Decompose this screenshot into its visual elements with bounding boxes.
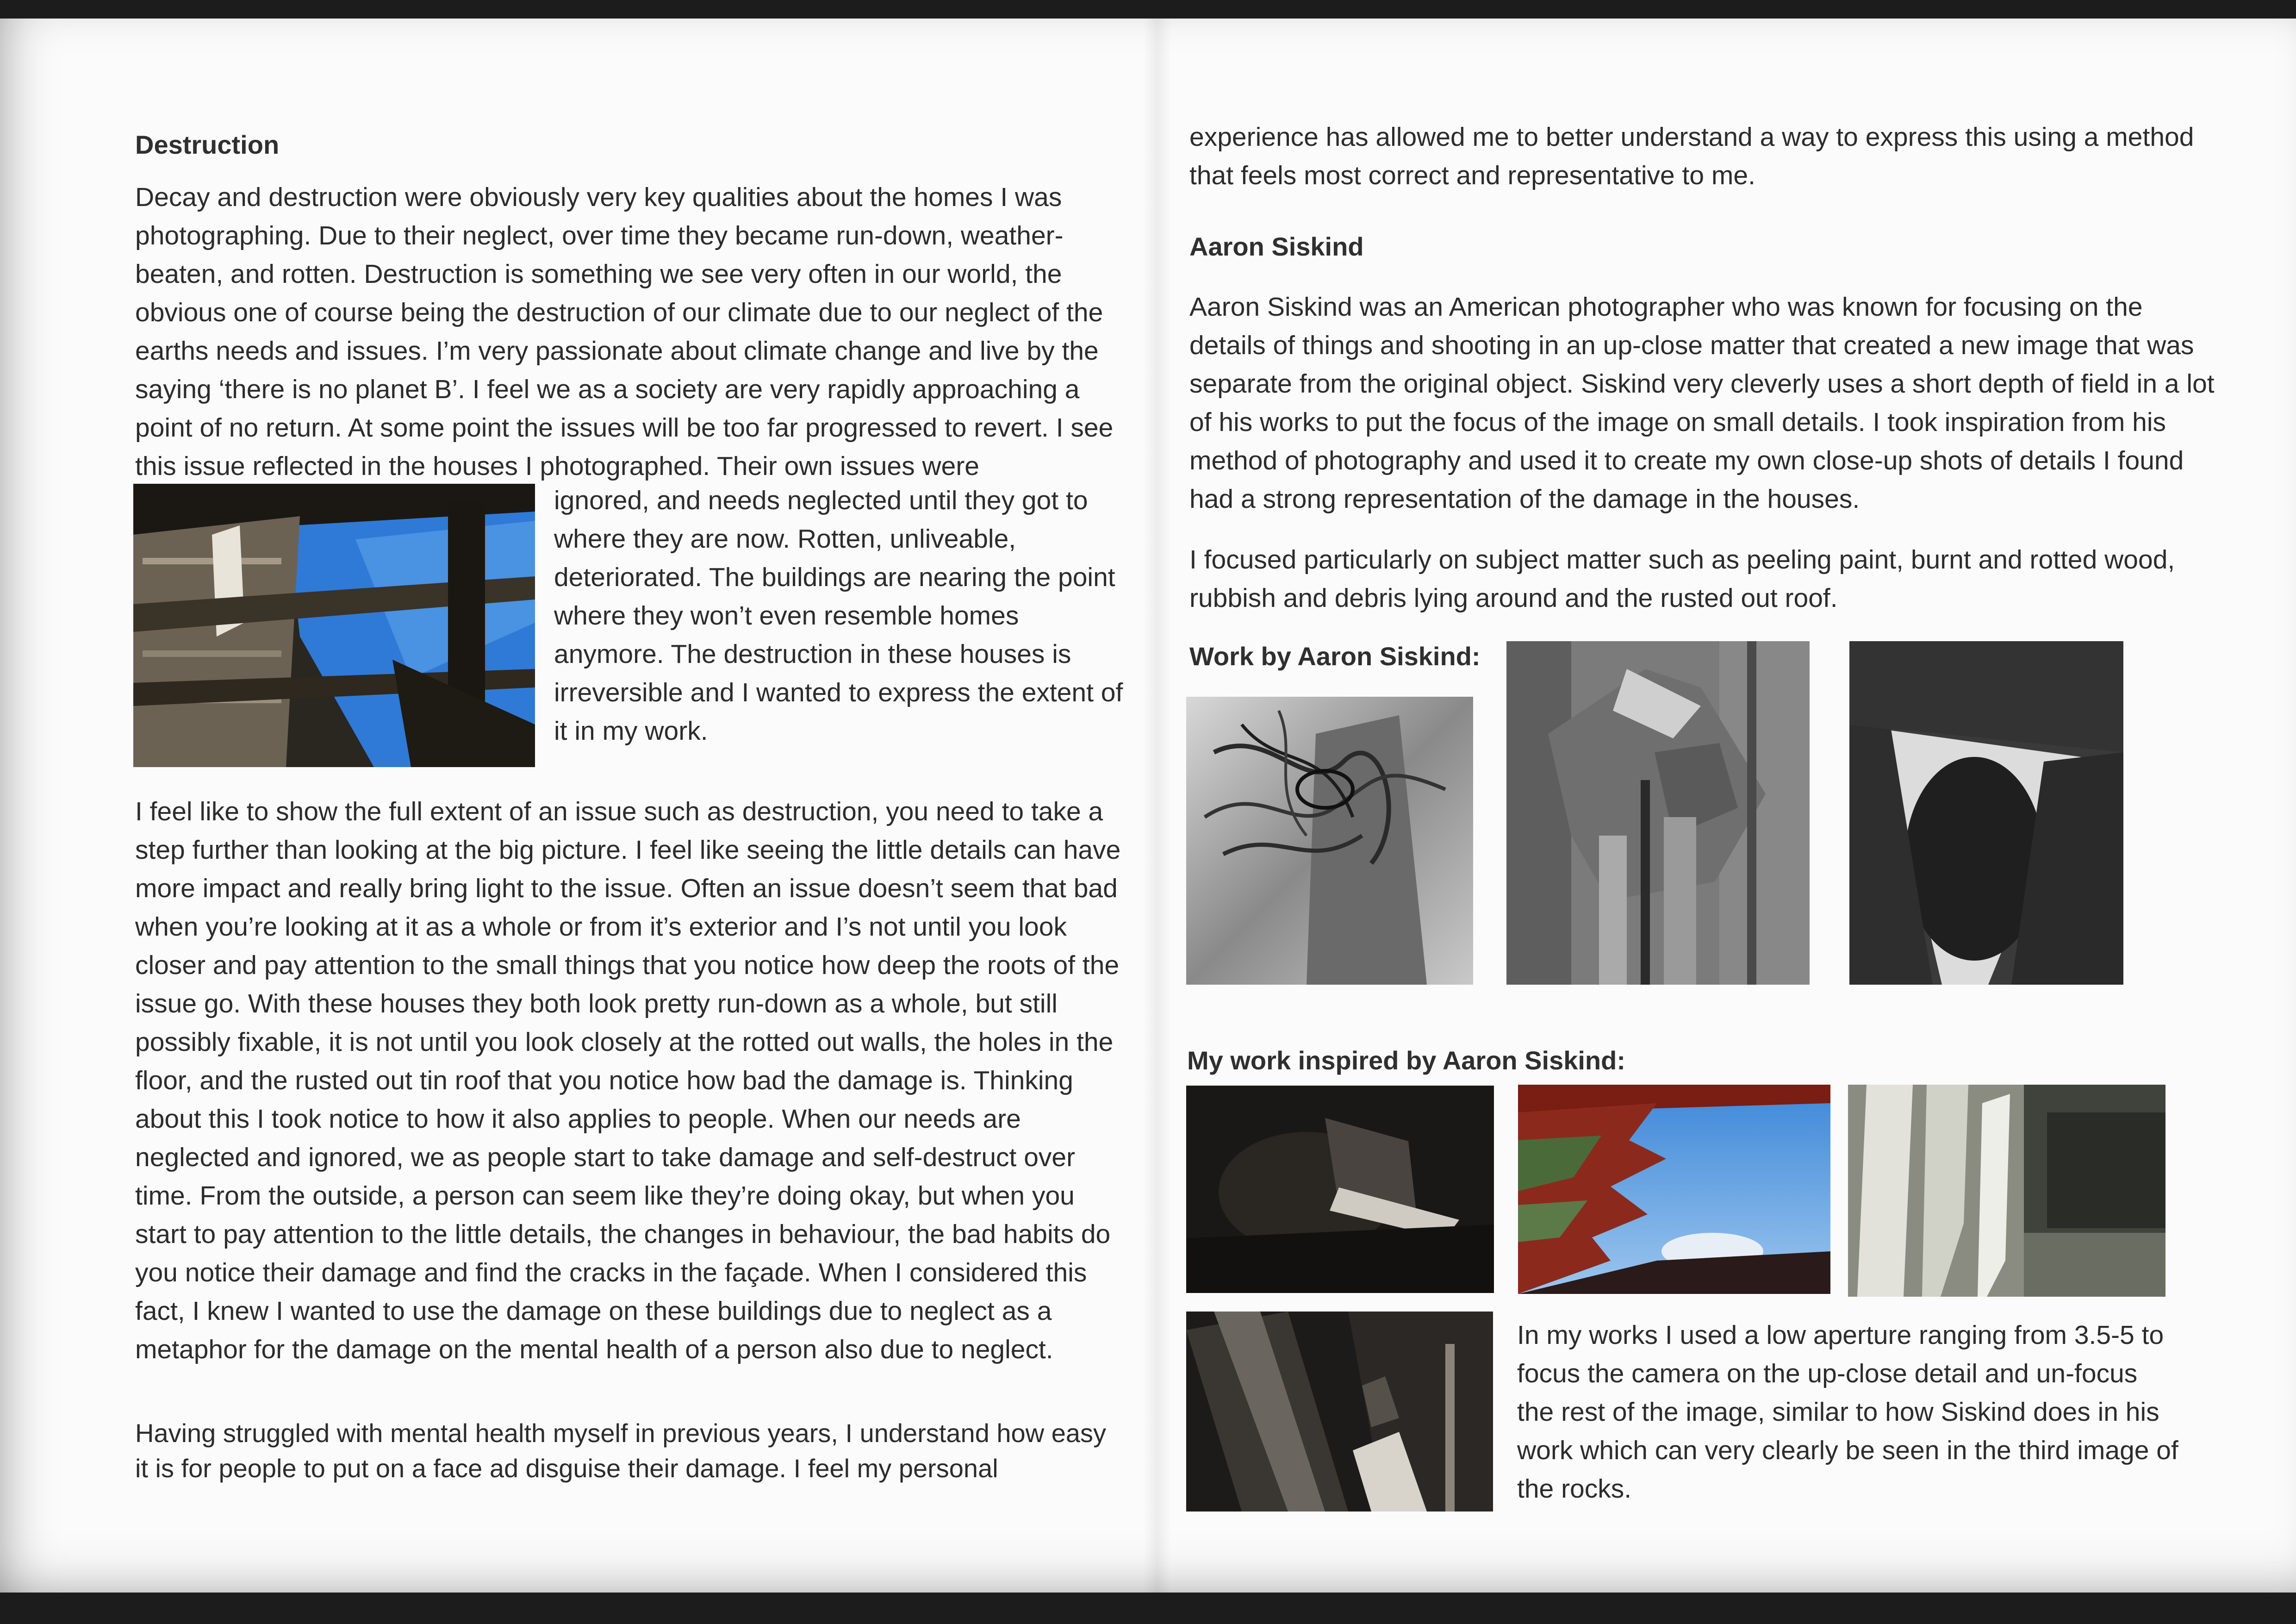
work-by-siskind-label: Work by Aaron Siskind: [1189,642,1481,671]
my-photo-debris [1186,1086,1494,1293]
scanned-spread [0,19,2296,1593]
siskind-description-paragraph: Aaron Siskind was an American photographer who was known for focusing on the details of things and shooting in an up-close matter that created a new image that was separate from the original object. Siskind very cleverly uses a short depth of field in a lot of his works to put the focus of the image on small details. I took inspiration from his method of photography and used it to create my own close-up shots of details I found had a strong representation of the damage in the houses. [1189,292,2215,514]
destruction-heading: Destruction [135,130,280,159]
personal-experience-paragraph: experience has allowed me to better understand a way to express this using a method that feels most correct and representative to me. [1189,122,2194,190]
siskind-photo-rocks [1849,641,2123,985]
my-photo-roof-sky [1518,1085,1830,1294]
my-work-label: My work inspired by Aaron Siskind: [1187,1046,1625,1075]
siskind-photo-torn-paper [1506,641,1810,985]
my-photo-burnt-wood [1186,1312,1493,1512]
page-gutter [1143,19,1171,1593]
siskind-photo-vines [1186,697,1473,985]
subject-matter-paragraph: I focused particularly on subject matter such as peeling paint, burnt and rotted wood, rubbish and debris lying around and the rusted out roof. [1189,545,2175,613]
house-sky-photo [133,484,535,767]
destruction-paragraph-3: Having struggled with mental health myself in previous years, I understand how easy it is for people to put on a face ad disguise their damage. I feel my personal [135,1418,1106,1483]
destruction-paragraph-1: Decay and destruction were obviously very key qualities about the homes I was photographing. Due to their neglect, over time they became run-down, weather-beaten, and rotten. Destruction is something we see very often in our world, the obvious one of course being the destruction of our climate due to our neglect of the earths needs and issues. I’m very passionate about climate change and live by the saying ‘there is no planet B’. I feel we as a society are very rapidly approaching a point of no return. At some point the issues will be too far progressed to revert. I see this issue reflected in the houses I photographed. Their own issues were [135,182,1114,481]
my-photo-peeling-paint [1848,1085,2165,1297]
destruction-paragraph-1-continued: ignored, and needs neglected until they got to where they are now. Rotten, unliveable, deteriorated. The buildings are nearing the point where they won’t even resemble homes anymore. The destruction in these houses is irreversible and I wanted to express the extent of it in my work. [554,486,1123,746]
aaron-siskind-heading: Aaron Siskind [1189,232,1364,261]
aperture-caption: In my works I used a low aperture ranging from 3.5-5 to focus the camera on the up-close detail and un-focus the rest of the image, similar to how Siskind does in his work which can very clearly be seen in the third image of the rocks. [1517,1320,2178,1504]
destruction-paragraph-2: I feel like to show the full extent of an issue such as destruction, you need to take a step further than looking at the big picture. I feel like seeing the little details can have more impact and really bring light to the issue. Often an issue doesn’t seem that bad when you’re looking at it as a whole or from it’s exterior and I’s not until you look closer and pay attention to the small things that you notice how deep the roots of the issue go. With these houses they both look pretty run-down as a whole, but still possibly fixable, it is not until you look closely at the rotted out walls, the holes in the floor, and the rusted out tin roof that you notice how bad the damage is. Thinking about this I took notice to how it also applies to people. When our needs are neglected and ignored, we as people start to take damage and self-destruct over time. From the outside, a person can seem like they’re doing okay, but when you start to pay attention to the little details, the changes in behaviour, the bad habits do you notice their damage and find the cracks in the façade. When I considered this fact, I knew I wanted to use the damage on these buildings due to neglect as a metaphor for the damage on the mental health of a person also due to neglect. [135,797,1121,1364]
